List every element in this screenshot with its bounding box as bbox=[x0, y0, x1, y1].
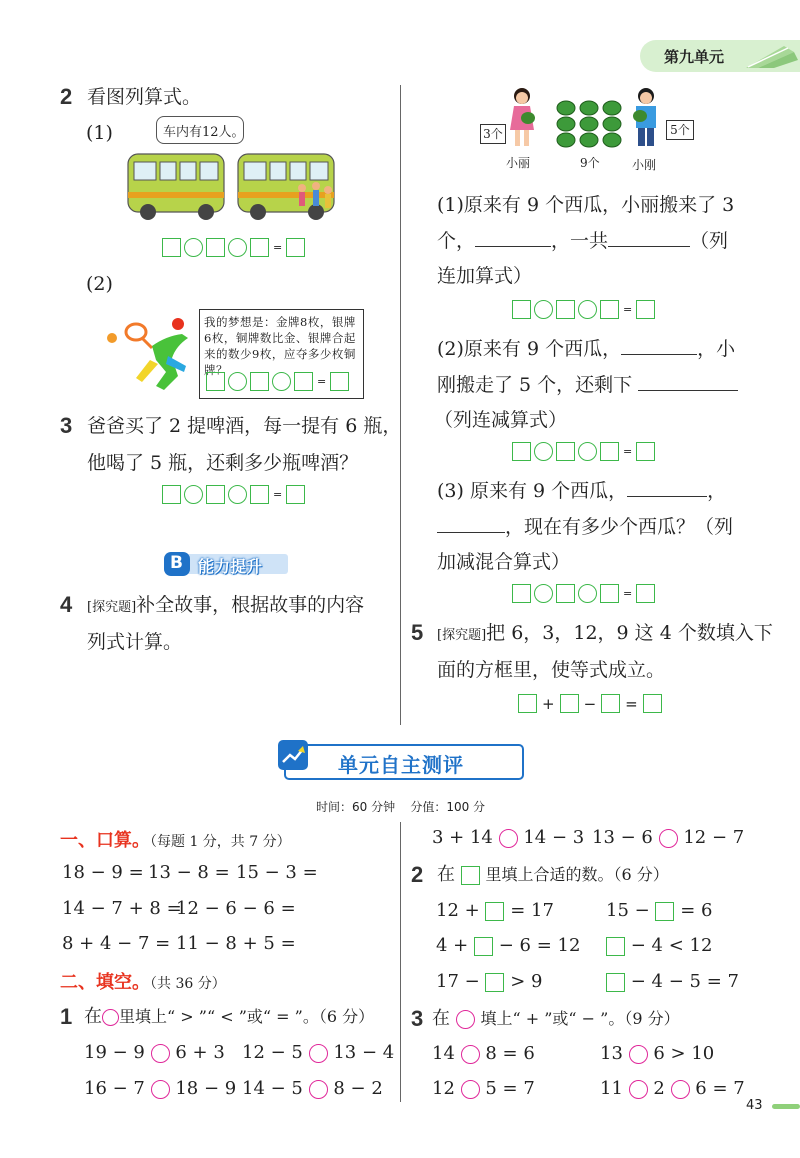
answer-box[interactable] bbox=[512, 442, 531, 461]
q5-equation bbox=[518, 694, 662, 713]
fill-right: − 4 − 5 = 7 bbox=[630, 971, 739, 992]
q4-line1-text: 补全故事，根据故事的内容 bbox=[136, 594, 365, 616]
op-circle[interactable] bbox=[629, 1080, 648, 1099]
r-p2-line1-b: ，小 bbox=[697, 338, 736, 360]
girl-name: 小丽 bbox=[506, 156, 531, 170]
bus-illustration bbox=[120, 140, 350, 222]
answer-box[interactable] bbox=[518, 694, 537, 713]
fill-row-2 bbox=[436, 935, 713, 957]
fill-q2-a: 在 bbox=[437, 864, 455, 885]
left-count: 3个 bbox=[483, 127, 503, 141]
compare-circle-sample bbox=[102, 1009, 119, 1026]
q3-line2: 他喝了 5 瓶，还剩多少瓶啤酒？ bbox=[87, 452, 359, 474]
calc-item: 11 − 8 + 5 = bbox=[176, 933, 296, 954]
result-box[interactable] bbox=[286, 485, 305, 504]
compare-circle[interactable] bbox=[659, 829, 678, 848]
compare-circle[interactable] bbox=[151, 1080, 170, 1099]
answer-box[interactable] bbox=[512, 584, 531, 603]
fill-q1-number: 1 bbox=[60, 1004, 73, 1029]
r-p3-line2-text: ，现在有多少个西瓜？（列 bbox=[505, 516, 734, 538]
section2-note: （共 36 分） bbox=[150, 976, 226, 992]
equals-sign: = bbox=[273, 488, 283, 501]
q5-line1 bbox=[437, 622, 773, 644]
fill-q1-text bbox=[84, 1006, 374, 1028]
op-right: 6 = 7 bbox=[695, 1078, 745, 1099]
operator-circle[interactable] bbox=[534, 584, 553, 603]
r-p2-equation bbox=[512, 442, 655, 461]
operator-circle[interactable] bbox=[184, 238, 203, 257]
fill-right: > 9 bbox=[510, 971, 543, 992]
answer-box[interactable] bbox=[512, 300, 531, 319]
section1-title: 一、口算。 bbox=[60, 830, 150, 851]
op-circle[interactable] bbox=[461, 1080, 480, 1099]
boy-name: 小刚 bbox=[632, 158, 657, 172]
fill-right: − 6 = 12 bbox=[498, 935, 581, 956]
calc-row-1 bbox=[62, 862, 318, 884]
answer-box[interactable] bbox=[162, 238, 181, 257]
dream-box bbox=[199, 309, 364, 399]
r-p1-equation bbox=[512, 300, 655, 319]
fill-q3-number: 3 bbox=[411, 1006, 424, 1031]
section1-heading bbox=[60, 826, 291, 852]
q2-part1-equation bbox=[162, 238, 305, 257]
op-row-1 bbox=[432, 1043, 715, 1065]
op-left: 13 bbox=[600, 1043, 623, 1064]
box-sample bbox=[461, 866, 480, 885]
answer-blank[interactable] bbox=[621, 354, 697, 355]
calc-row-2 bbox=[62, 898, 296, 920]
watermelon-figure bbox=[470, 86, 710, 178]
calc-item: 8 + 4 − 7 = bbox=[62, 933, 171, 954]
calc-item: 14 − 7 + 8 = bbox=[62, 898, 182, 919]
column-divider-bottom bbox=[400, 822, 401, 1102]
r-p2-line1 bbox=[437, 338, 735, 360]
trend-chart-icon bbox=[278, 740, 308, 770]
fill-box[interactable] bbox=[485, 902, 504, 921]
operator-circle[interactable] bbox=[272, 372, 291, 391]
right-count-box bbox=[666, 120, 694, 140]
time-score-info: 时间：60 分钟 分值：100 分 bbox=[316, 800, 486, 814]
r-p3-line2 bbox=[437, 516, 733, 538]
answer-box[interactable] bbox=[601, 694, 620, 713]
op-right: 5 = 7 bbox=[485, 1078, 535, 1099]
r-p2-line3: （列连减算式） bbox=[434, 409, 568, 431]
r-p1-line1: (1)原来有 9 个西瓜，小丽搬来了 3 bbox=[437, 194, 735, 216]
q4-line1 bbox=[87, 594, 364, 616]
r-p1-line2-a: 个， bbox=[437, 230, 476, 252]
compare-left: 13 − 6 bbox=[592, 827, 653, 848]
r-p3-line1-a: (3) 原来有 9 个西瓜， bbox=[437, 480, 628, 502]
q2-part1-label: (1) bbox=[86, 122, 113, 144]
calc-item: 15 − 3 = bbox=[236, 862, 318, 883]
answer-box[interactable] bbox=[206, 485, 225, 504]
result-box[interactable] bbox=[636, 584, 655, 603]
answer-box[interactable] bbox=[162, 485, 181, 504]
fill-box[interactable] bbox=[474, 937, 493, 956]
speech-bubble-text: 车内有12人。 bbox=[163, 125, 245, 140]
compare-circle[interactable] bbox=[309, 1080, 328, 1099]
q2-part2-label: (2) bbox=[86, 273, 113, 295]
q5-line1-text: 把 6，3，12，9 这 4 个数填入下 bbox=[486, 622, 773, 644]
page-number: 43 bbox=[746, 1098, 763, 1113]
q2-part2-equation bbox=[206, 372, 349, 391]
result-box[interactable] bbox=[636, 442, 655, 461]
op-left: 12 bbox=[432, 1078, 455, 1099]
r-p2-line2 bbox=[437, 374, 738, 396]
answer-box[interactable] bbox=[560, 694, 579, 713]
answer-box[interactable] bbox=[600, 300, 619, 319]
leaf-decoration-icon bbox=[744, 42, 800, 70]
r-p3-line1-b: ， bbox=[707, 480, 727, 502]
r-p2-line1-a: (2)原来有 9 个西瓜， bbox=[437, 338, 622, 360]
compare-left: 16 − 7 bbox=[84, 1078, 145, 1099]
girl-icon bbox=[506, 86, 538, 150]
fill-left: 4 + bbox=[436, 935, 469, 956]
op-left: 11 bbox=[600, 1078, 623, 1099]
equals-sign: = bbox=[625, 694, 638, 713]
section-b-letter: B bbox=[170, 553, 183, 573]
operator-circle[interactable] bbox=[578, 442, 597, 461]
compare-circle[interactable] bbox=[309, 1044, 328, 1063]
op-row-2 bbox=[432, 1078, 745, 1100]
section2-heading bbox=[60, 968, 226, 994]
answer-blank[interactable] bbox=[475, 246, 551, 247]
plus-sign: + bbox=[542, 694, 555, 713]
compare-left: 19 − 9 bbox=[84, 1042, 145, 1063]
answer-box[interactable] bbox=[206, 372, 225, 391]
compare-row-2 bbox=[84, 1078, 383, 1100]
answer-blank[interactable] bbox=[638, 390, 738, 391]
equals-sign: = bbox=[273, 241, 283, 254]
answer-box[interactable] bbox=[206, 238, 225, 257]
r-p1-line2-c: （列 bbox=[690, 230, 729, 252]
operator-circle[interactable] bbox=[534, 442, 553, 461]
banner-title: 单元自主测评 bbox=[338, 753, 464, 777]
fill-q3-a: 在 bbox=[432, 1008, 450, 1029]
op-left: 14 bbox=[432, 1043, 455, 1064]
dream-text: 我的梦想是：金牌8枚，银牌6枚，铜牌数比金、银牌合起来的数少9枚，应夺多少枚铜牌？ bbox=[204, 315, 356, 377]
q3-number: 3 bbox=[60, 413, 73, 438]
q2-number: 2 bbox=[60, 84, 73, 109]
unit-test-banner bbox=[278, 740, 522, 780]
r-p2-line2-text: 刚搬走了 5 个，还剩下 bbox=[437, 374, 633, 396]
operator-circle[interactable] bbox=[228, 238, 247, 257]
watermelons-icon bbox=[556, 100, 622, 148]
compare-right: 18 − 9 bbox=[175, 1078, 237, 1099]
fill-box[interactable] bbox=[606, 937, 625, 956]
calc-item: 12 − 6 − 6 = bbox=[176, 898, 296, 919]
fill-q3-text bbox=[432, 1008, 680, 1030]
result-box[interactable] bbox=[636, 300, 655, 319]
equals-sign: = bbox=[623, 303, 633, 316]
operator-circle[interactable] bbox=[578, 300, 597, 319]
q5-line2: 面的方框里，使等式成立。 bbox=[437, 659, 666, 681]
op-circle-sample bbox=[456, 1010, 475, 1029]
q3-line1: 爸爸买了 2 提啤酒，每一提有 6 瓶， bbox=[87, 415, 402, 437]
fill-q1-b: 里填上“ > ”“ < ”或“ = ”。（6 分） bbox=[119, 1007, 375, 1026]
answer-blank[interactable] bbox=[627, 496, 707, 497]
banner-icon-box bbox=[278, 740, 308, 770]
answer-box[interactable] bbox=[643, 694, 662, 713]
explore-tag: [探究题] bbox=[87, 600, 137, 615]
compare-circle[interactable] bbox=[151, 1044, 170, 1063]
operator-circle[interactable] bbox=[184, 485, 203, 504]
compare-right: 14 − 3 bbox=[523, 827, 585, 848]
compare-left: 3 + 14 bbox=[432, 827, 493, 848]
r-p3-equation bbox=[512, 584, 655, 603]
column-divider-top bbox=[400, 85, 401, 725]
fill-right: = 6 bbox=[680, 900, 713, 921]
answer-box[interactable] bbox=[250, 238, 269, 257]
section-b-header bbox=[160, 552, 288, 576]
answer-box[interactable] bbox=[294, 372, 313, 391]
fill-box[interactable] bbox=[485, 973, 504, 992]
calc-item: 13 − 8 = bbox=[148, 862, 230, 883]
page-number-bar bbox=[772, 1104, 800, 1109]
calc-row-3 bbox=[62, 933, 296, 955]
op-circle[interactable] bbox=[671, 1080, 690, 1099]
r-p1-line2-b: ，一共 bbox=[551, 230, 609, 252]
section1-note: （每题 1 分，共 7 分） bbox=[150, 834, 291, 850]
fill-q2-text bbox=[437, 864, 669, 886]
result-box[interactable] bbox=[286, 238, 305, 257]
fill-box[interactable] bbox=[606, 973, 625, 992]
fill-row-3 bbox=[436, 971, 739, 993]
fill-row-1 bbox=[436, 900, 713, 922]
fill-right: − 4 < 12 bbox=[630, 935, 713, 956]
calc-item: 18 − 9 = bbox=[62, 862, 144, 883]
operator-circle[interactable] bbox=[228, 485, 247, 504]
boy-icon bbox=[630, 86, 662, 152]
answer-blank[interactable] bbox=[437, 532, 505, 533]
q5-number: 5 bbox=[411, 620, 424, 645]
compare-row-3 bbox=[432, 827, 745, 849]
answer-box[interactable] bbox=[250, 485, 269, 504]
watermelon-count: 9个 bbox=[580, 156, 600, 170]
compare-right: 13 − 4 bbox=[333, 1042, 395, 1063]
r-p1-line2 bbox=[437, 230, 728, 252]
equals-sign: = bbox=[623, 587, 633, 600]
op-circle[interactable] bbox=[629, 1045, 648, 1064]
q4-number: 4 bbox=[60, 592, 73, 617]
equals-sign: = bbox=[623, 445, 633, 458]
r-p3-line3: 加减混合算式） bbox=[437, 551, 571, 573]
op-right: 6 > 10 bbox=[653, 1043, 715, 1064]
fill-left: 12 + bbox=[436, 900, 480, 921]
compare-circle[interactable] bbox=[499, 829, 518, 848]
op-middle: 2 bbox=[653, 1078, 665, 1099]
section2-title: 二、填空。 bbox=[60, 972, 150, 993]
r-p3-line1 bbox=[437, 480, 726, 502]
fill-left: 15 − bbox=[606, 900, 650, 921]
operator-circle[interactable] bbox=[534, 300, 553, 319]
operator-circle[interactable] bbox=[578, 584, 597, 603]
compare-left: 12 − 5 bbox=[242, 1042, 303, 1063]
equals-sign: = bbox=[317, 375, 327, 388]
answer-box[interactable] bbox=[556, 584, 575, 603]
fill-q2-b: 里填上合适的数。（6 分） bbox=[485, 865, 669, 884]
left-count-box bbox=[480, 124, 506, 144]
compare-right: 8 − 2 bbox=[333, 1078, 383, 1099]
answer-box[interactable] bbox=[250, 372, 269, 391]
right-count: 5个 bbox=[670, 123, 690, 137]
answer-box[interactable] bbox=[600, 584, 619, 603]
answer-box[interactable] bbox=[556, 442, 575, 461]
compare-left: 14 − 5 bbox=[242, 1078, 303, 1099]
op-right: 8 = 6 bbox=[485, 1043, 535, 1064]
compare-right: 12 − 7 bbox=[683, 827, 745, 848]
answer-box[interactable] bbox=[556, 300, 575, 319]
q3-equation bbox=[162, 485, 305, 504]
page-number-area bbox=[746, 1098, 800, 1116]
fill-right: = 17 bbox=[510, 900, 554, 921]
q2-text: 看图列算式。 bbox=[87, 86, 202, 108]
compare-row-1 bbox=[84, 1042, 395, 1064]
q4-line2: 列式计算。 bbox=[87, 631, 183, 653]
fill-q2-number: 2 bbox=[411, 862, 424, 887]
answer-box[interactable] bbox=[600, 442, 619, 461]
unit-title: 第九单元 bbox=[664, 48, 725, 66]
athlete-icon bbox=[106, 316, 198, 394]
compare-right: 6 + 3 bbox=[175, 1042, 225, 1063]
operator-circle[interactable] bbox=[228, 372, 247, 391]
fill-left: 17 − bbox=[436, 971, 480, 992]
r-p1-line3: 连加算式） bbox=[437, 265, 533, 287]
unit-header bbox=[640, 40, 800, 72]
fill-box[interactable] bbox=[655, 902, 674, 921]
explore-tag: [探究题] bbox=[437, 628, 487, 643]
answer-blank[interactable] bbox=[608, 246, 690, 247]
minus-sign: − bbox=[583, 694, 597, 713]
op-circle[interactable] bbox=[461, 1045, 480, 1064]
fill-q1-a: 在 bbox=[84, 1006, 102, 1027]
fill-q3-b: 填上“ + ”或“ − ”。（9 分） bbox=[480, 1009, 680, 1028]
result-box[interactable] bbox=[330, 372, 349, 391]
section-b-title: 能力提升 bbox=[198, 557, 263, 576]
